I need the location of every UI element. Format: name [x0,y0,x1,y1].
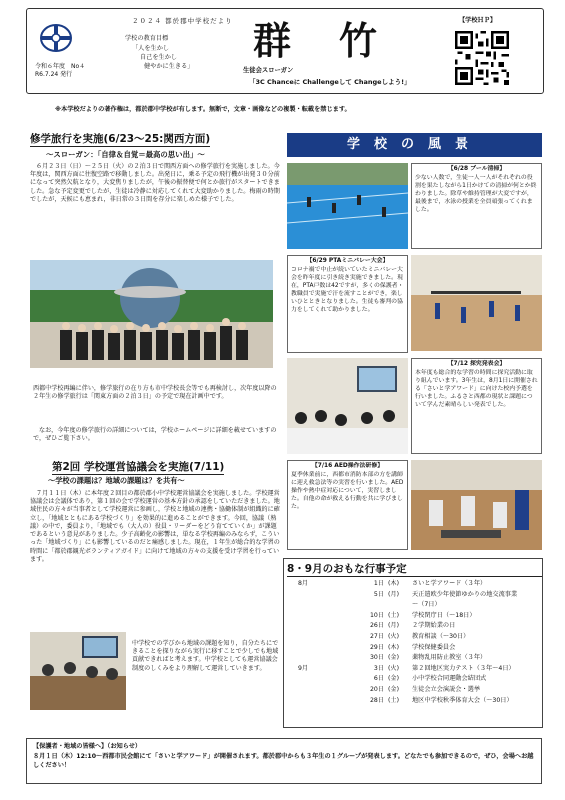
event-title: 第２回地区実力テスト（３年～4日） [412,664,515,672]
event-title: 学校閉庁日（～18日） [412,611,476,619]
notice-box: 【保護者・地域の皆様へ】（お知らせ） ８月１日（木）12:10～西都市民会館にて「さいと学アワード」が開催されます。都於郡中からも３年生の１グループが発表します。どなたでも参加できるので，ぜひ，会場へお越しください！ [26,738,542,784]
aed-training-photo [411,460,542,550]
research-presentation-card: 【7/12 探究発表会】 本年度も総合的な学習の時間に探究活動に取り組んでいます。3年生は，8月1日に開催される「さいと学アワード」に向けた校内予選を行いました。ふるさと西都の現状と課題について学んだ素晴らしい発表でした。 [411,358,542,454]
pool-cleaning-photo [287,163,408,249]
motto-label: 学校の教育目標 [125,35,169,42]
events-list [292,580,542,707]
qr-code-icon[interactable] [455,31,509,85]
trip-note: なお，今年度の修学旅行の詳細については，学校ホームページに詳細を載せていますので，ぜひご覧下さい。 [33,427,277,443]
event-row [292,675,542,686]
slogan-label: 生徒会スローガン [243,67,294,74]
council-body-continued: 中学校での学びから地域の課題を知り，自分たちにできることを探りながら実行に移すことで少しでも地域貢献できればと考えます。中学校としても運営協議会制度のしくみをより理解して運営していきます。 [132,640,279,672]
council-meeting-photo [30,632,126,710]
event-weekday: (木) [388,580,400,587]
event-weekday: (火) [388,632,400,640]
event-weekday: (月) [388,622,400,630]
council-subtitle: ～学校の課題は？地域の課題は？を共有～ [48,476,185,485]
slogan: 「3C Chanceに Challengeして Changeしよう!」 [249,78,411,86]
event-title: 教育相談（～30日） [412,632,470,640]
event-row [292,580,542,591]
event-weekday: (土) [388,611,400,619]
council-heading: 第2回 学校運営協議会を実施(7/11) [52,460,224,475]
presentation-photo [287,358,408,454]
event-row [292,591,542,602]
event-title: 小中学校合同運動会結団式 [412,675,487,683]
event-row [292,601,542,612]
volleyball-photo [411,255,542,351]
motto: 「人を生かし 自己を生かし 健やかに生きる」 [132,45,194,70]
event-weekday: (金) [388,685,400,693]
event-day: 29日 [369,643,384,651]
event-row [292,665,542,676]
scenery-banner: 学校の風景 [287,133,542,157]
event-title: 学校保健委員会 [412,643,456,651]
event-title: 生徒会立会演説会・選挙 [412,685,481,693]
paper-subtitle: ２０２４ 都於郡中学校だより [132,17,233,25]
event-title: さいと学アワード（３年） [412,580,487,587]
event-row [292,654,542,665]
event-weekday: (木) [388,643,400,651]
event-day: 20日 [369,685,384,693]
event-weekday: (土) [388,696,400,704]
trip-body: ６月２３日（日）～２５日（火）の２泊３日で関西方面への修学旅行を実施しました。今年度は，関西方面に往復空路で移動しました。出発日に，乗る予定の飛行機が出発３０分前になって突然欠航となり，大変焦りましたが，午後の振替便で何とか旅行がスタートできました。急な予定変更でしたが，生徒は冷静に対応してくれて大変助かりました。梅雨の時期でしたが，天候にも恵まれ，非日常の３日間を存分に楽しめた様子でした。 [30,163,280,203]
event-row [292,622,542,633]
event-weekday: (金) [388,654,400,662]
event-day: 28日 [369,696,384,704]
event-day: 3日 [373,664,384,672]
newsletter-title: 群竹 [253,18,426,63]
event-row [292,697,542,708]
event-weekday: (火) [388,664,400,672]
event-month: 8月 [298,580,309,587]
event-day: 5日 [373,590,384,598]
volleyball-card: 【6/29 PTAミニバレー大会】 コロナ禍で中止が続いていたミニバレー大会を昨年度に引き続き実施できました。現在，PTA戸数は42ですが，多くの保護者・教職員で実施で汗を流すことができ，楽しいひとときとなりました。生徒も審判の協力をしてくれて助かりました。 [287,255,408,353]
event-title: 天正遣欧少年使節ゆかりの地交流事業 [412,590,518,598]
aed-training-card: 【7/16 AED操作法研修】 夏季休業前に，西都市消防本部の方を講師に迎え救急法等の実習を行いました。AED操作や熱中症対応について，実習しました。自他の命が救える行動を共に学びました。 [287,460,408,550]
event-row [292,633,542,644]
event-weekday: (月) [388,590,400,598]
issue-info: 令和６年度 No４ R6.7.24 発行 [35,63,86,79]
event-weekday: (金) [388,675,400,683]
trip-slogan: ～スローガン：「自律＆自覚＝最高の思い出」～ [46,150,205,159]
event-title: ～（7日） [412,601,441,609]
event-title: 地区中学校秋季体育大会（～30日） [412,696,513,704]
event-day: 10日 [369,611,384,619]
event-row [292,686,542,697]
event-day: 27日 [369,632,384,640]
trip-caption: 西都中学校再編に伴い，修学旅行の在り方も市中学校長会等でも再検討し，次年度以降の２年生の修学旅行は「関東方面の２泊３日」の予定で現在計画中です。 [33,385,277,401]
event-day: 30日 [369,654,384,662]
event-title: 薬物乱用防止教室（３年） [412,654,487,662]
council-body: ７月１１日（木）に本年度２回目の都於郡小中学校運営協議会を実施しました。学校運営協議会は会議体であり，第１回の会で学校運営の基本方針の承認をしていただきました。地域住民の方々が当事者として学校運営に参画し，学校と地域の連携・協働体制が組織的に確立し，「地域とともにある学校づくり」を効果的に進めることができます。今回，協議（熟議）の中で，委員より，「地域でも（大人の）役員・リーダーをどう育てていくか」が課題であるという意見がありました。少子高齢化の影響は，単なる学校再編のみならず，こういった「地域づくり」にも影響しているのだと痛感しました。現在，１年生が総合的な学習の時間に「都於郡観光ボランティアガイド」に向けて地域の方々の支援を受け学習を行っています。 [30,490,280,563]
school-emblem-icon [39,23,73,53]
hp-label: 【学校ＨＰ】 [459,17,497,24]
universal-studios-group-photo [30,260,273,368]
event-day: 26日 [369,622,384,630]
event-row [292,612,542,623]
copyright-notice: ※本学校だよりの著作権は，都於郡中学校が有します。無断で，文章・画像などの複製・転載を禁じます。 [55,106,351,113]
event-title: ２学期始業の日 [412,622,456,630]
event-day: 1日 [373,580,384,587]
event-row [292,644,542,655]
event-month: 9月 [298,664,309,672]
pool-cleaning-card: 【6/28 プール清掃】 少ない人数で，生徒一人一人がそれぞれの役割を果たしながら1日かけての清掃が何とか終わりました。除草や維持管理が大変ですが，最後まで，水泳の授業を全員頑張ってくれました。 [411,163,542,249]
masthead [26,8,544,94]
events-heading: 8・9月のおもな行事予定 [287,562,542,577]
trip-heading: 修学旅行を実施(6/23～25:関西方面) [30,132,280,147]
event-day: 6日 [373,675,384,683]
